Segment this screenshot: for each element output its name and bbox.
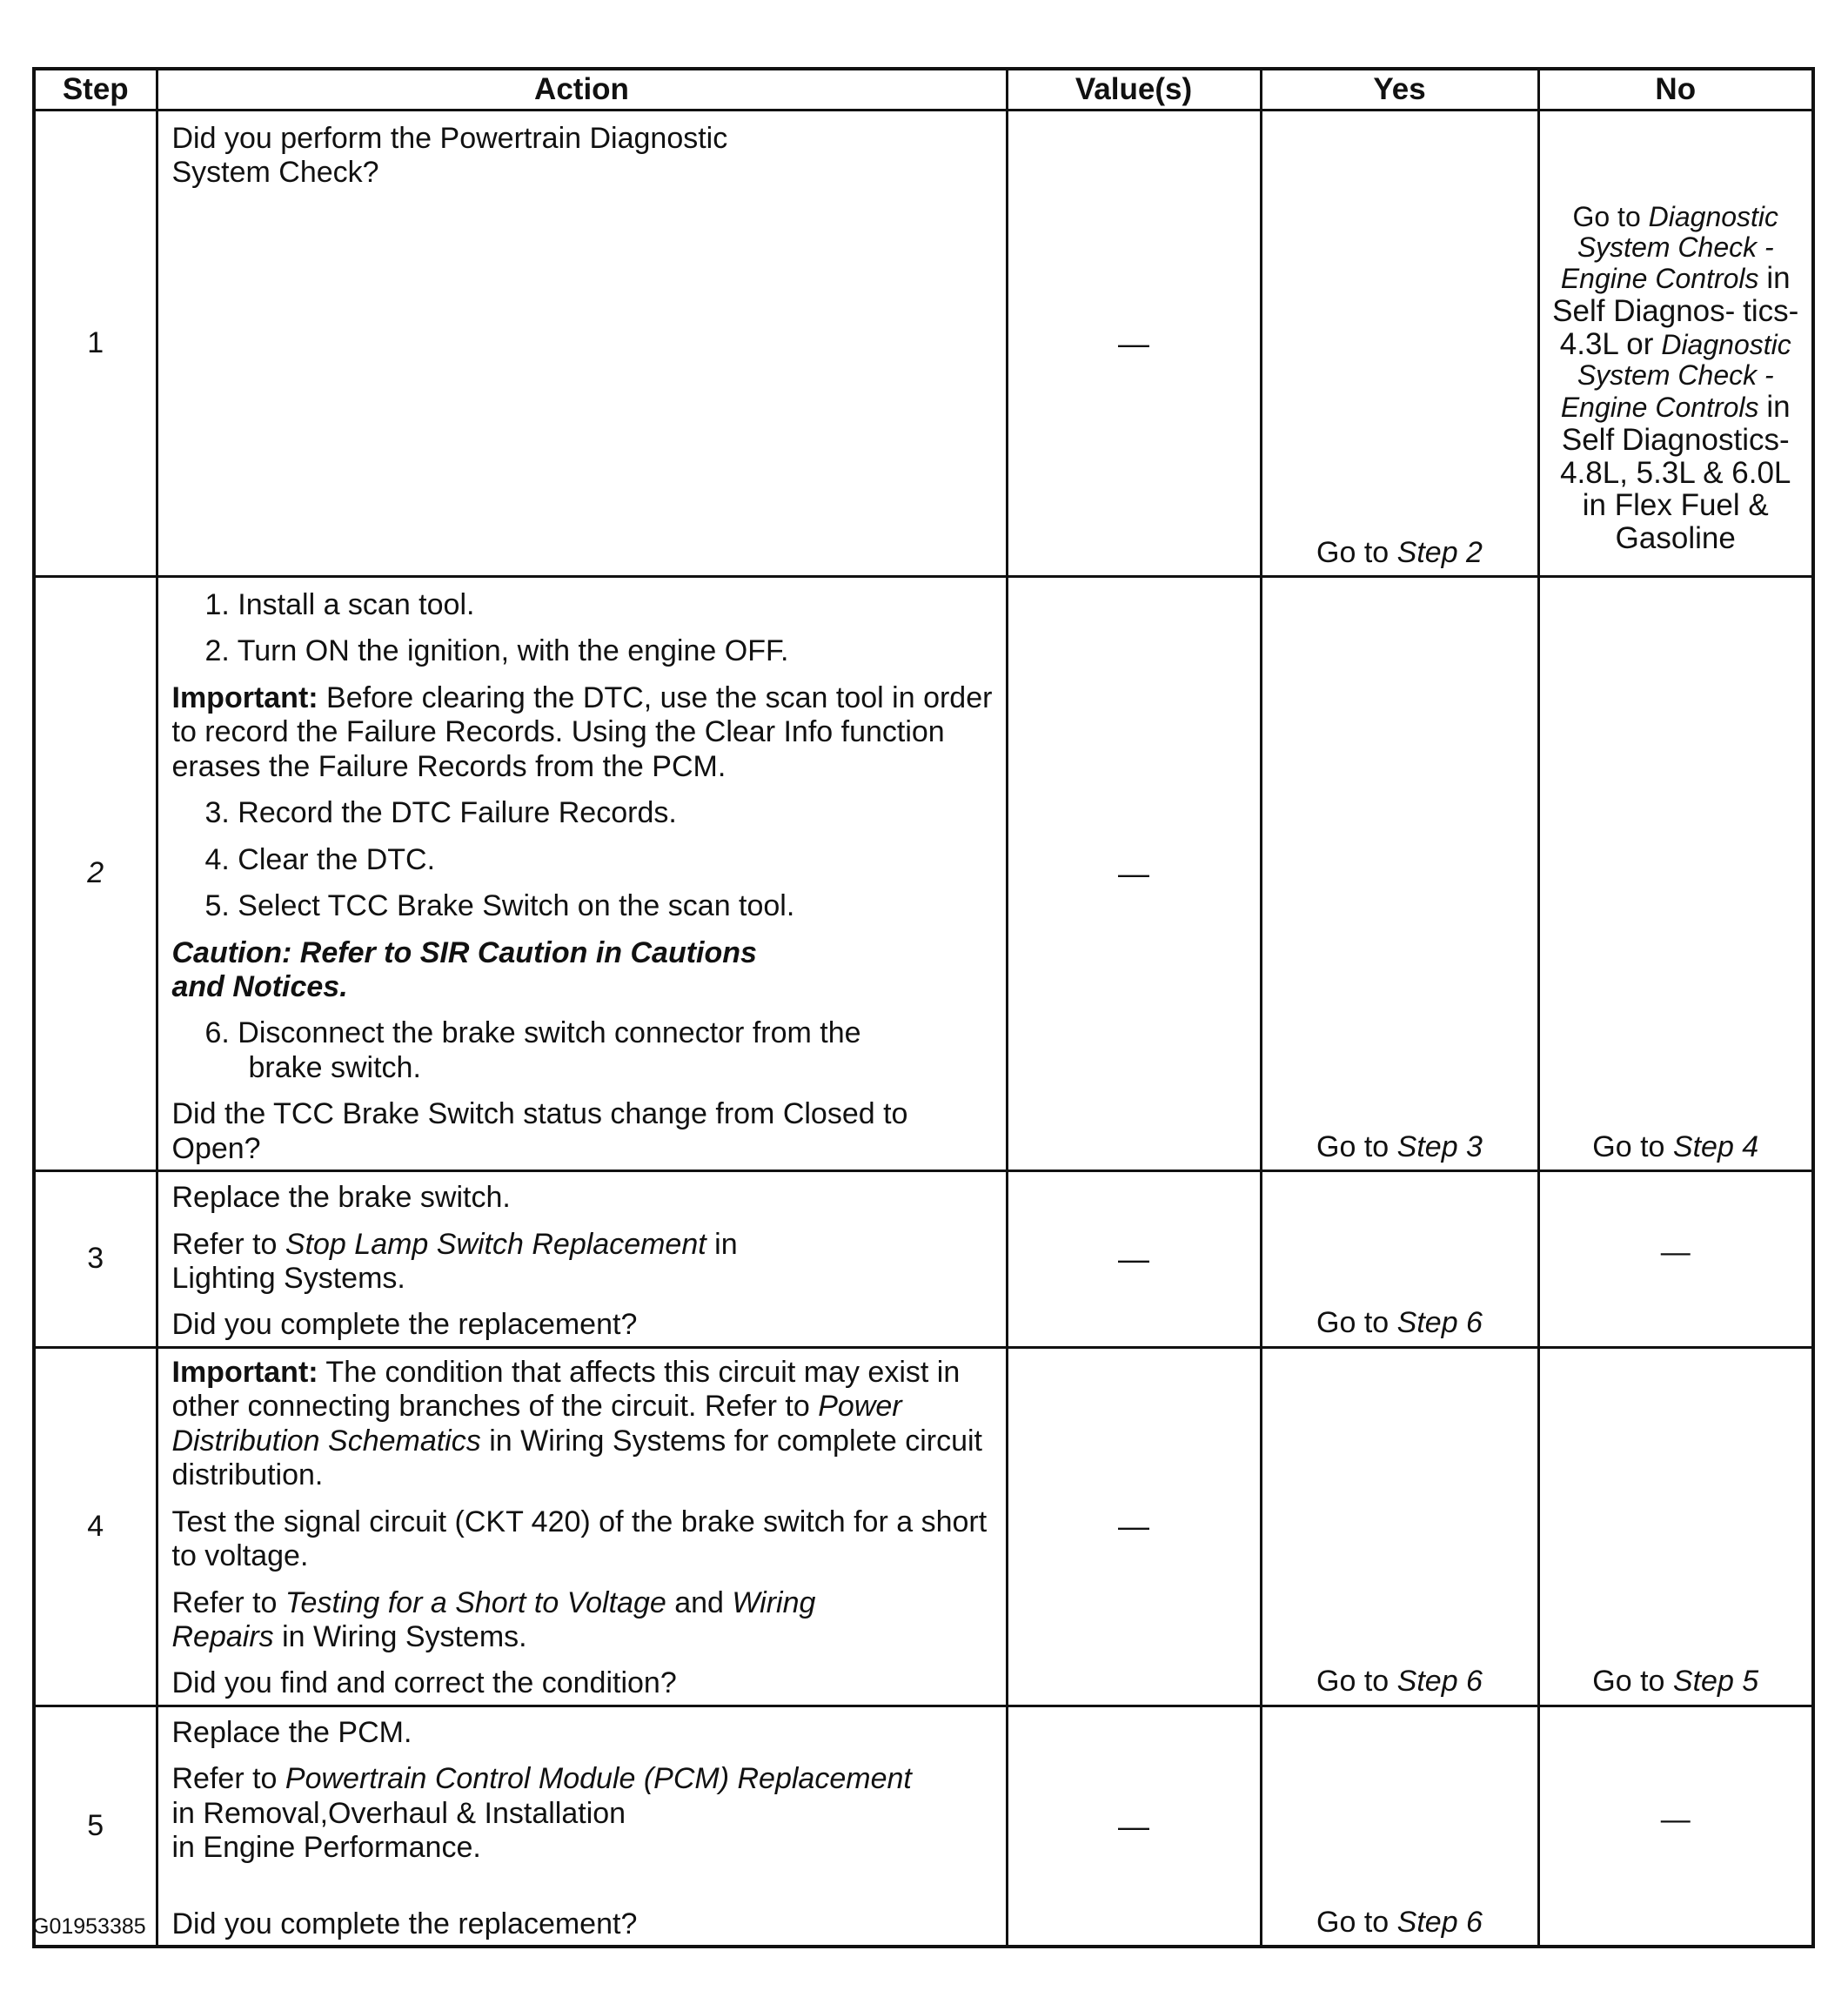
yes-cell bbox=[1261, 1706, 1538, 1947]
important-label: Important: bbox=[171, 1355, 318, 1389]
caution-note: Caution: Refer to SIR Caution in Cautions and Notices. bbox=[171, 935, 757, 1003]
no-text-4: in Self bbox=[1561, 390, 1791, 457]
ref-link[interactable]: Wiring Repairs bbox=[171, 1585, 816, 1653]
value-cell: — bbox=[1007, 1171, 1261, 1348]
action-text: Replace the PCM. bbox=[171, 1715, 412, 1749]
yes-step-link[interactable]: Step 2 bbox=[1396, 535, 1483, 569]
go-to-label: Go to bbox=[1316, 1306, 1389, 1340]
no-cell bbox=[1538, 577, 1813, 1171]
action-cell bbox=[157, 111, 1007, 577]
go-to-label: Go to bbox=[1316, 535, 1389, 569]
header-row bbox=[34, 69, 1813, 111]
action-reference bbox=[172, 1586, 834, 1655]
table-row bbox=[34, 1706, 1813, 1947]
action-question: Did you complete the replacement? bbox=[171, 1308, 638, 1342]
value-cell: — bbox=[1007, 1347, 1261, 1706]
ref-link[interactable]: Testing for a Short to Voltage bbox=[285, 1585, 666, 1619]
ref-link[interactable]: Power Distribution Schematics bbox=[171, 1390, 902, 1458]
action-text: Did you perform the Powertrain Diagnostic System Check? bbox=[171, 122, 728, 190]
action-step: 6. Disconnect the brake switch connector from the brake switch. bbox=[204, 1016, 861, 1084]
action-reference bbox=[172, 1228, 834, 1297]
action-text: Replace the brake switch. bbox=[171, 1181, 511, 1215]
action-question: Did the TCC Brake Switch status change from Closed to Open? bbox=[171, 1097, 908, 1165]
ref-link[interactable]: Powertrain Control Module (PCM) Replacement bbox=[285, 1762, 912, 1796]
action-reference bbox=[172, 1762, 994, 1865]
action-text: Test the signal circuit (CKT 420) of the brake switch for a short to voltage. bbox=[171, 1505, 988, 1573]
yes-step-link[interactable]: Step 6 bbox=[1396, 1306, 1483, 1340]
no-ref-1[interactable]: Diagnostic System Check - Engine Controls bbox=[1560, 201, 1779, 295]
go-to-label: Go to bbox=[1316, 1665, 1389, 1699]
step-number: 5 bbox=[34, 1706, 157, 1947]
action-question: Did you complete the replacement? bbox=[171, 1907, 638, 1940]
yes-step-link[interactable]: Step 6 bbox=[1396, 1905, 1483, 1939]
value-cell: — bbox=[1007, 577, 1261, 1171]
action-step: 4. Clear the DTC. bbox=[204, 842, 436, 876]
ref-link[interactable]: Stop Lamp Switch Replacement bbox=[285, 1227, 706, 1261]
no-text-3: tics- 4.3L or bbox=[1559, 293, 1799, 361]
no-ref-2[interactable]: Diagnostic System Check -Engine Controls bbox=[1560, 328, 1791, 424]
go-to-label: Go to bbox=[1592, 1129, 1665, 1163]
step-number: 4 bbox=[34, 1347, 157, 1706]
yes-cell bbox=[1261, 111, 1538, 577]
action-cell bbox=[157, 577, 1007, 1171]
yes-step-link[interactable]: Step 3 bbox=[1396, 1129, 1483, 1163]
ref-prefix: Refer to bbox=[171, 1227, 285, 1261]
important-text: Before clearing the DTC, use the scan tool in order to record the Failure Records. Using the Clear Info function erases the Failure Records from the PCM. bbox=[171, 680, 993, 783]
step-number: 2 bbox=[34, 577, 157, 1171]
go-to-label: Go to bbox=[1592, 1665, 1665, 1699]
go-to-label: Go to bbox=[1316, 1905, 1389, 1939]
step-number: 1 bbox=[34, 111, 157, 577]
action-step: 3. Record the DTC Failure Records. bbox=[204, 796, 677, 830]
no-text-2: in Self Diagnos- bbox=[1552, 261, 1791, 328]
header-values: Value(s) bbox=[1007, 69, 1261, 111]
important-note bbox=[172, 681, 994, 784]
header-action: Action bbox=[157, 69, 1007, 111]
important-note bbox=[172, 1356, 994, 1493]
table-row bbox=[34, 1171, 1813, 1348]
important-suffix: in Wiring Systems for complete circuit distribution. bbox=[171, 1424, 983, 1492]
no-text-1: Go to bbox=[1572, 201, 1641, 232]
table-row bbox=[34, 111, 1813, 577]
action-cell bbox=[157, 1706, 1007, 1947]
figure-id: G01953385 bbox=[32, 1914, 146, 1939]
ref-suffix: in Lighting Systems. bbox=[171, 1227, 738, 1295]
yes-cell bbox=[1261, 1171, 1538, 1348]
header-no: No bbox=[1538, 69, 1813, 111]
header-step: Step bbox=[34, 69, 157, 111]
diagnostic-table bbox=[32, 67, 1815, 1948]
ref-mid: and bbox=[666, 1585, 733, 1619]
step-number: 3 bbox=[34, 1171, 157, 1348]
action-question: Did you find and correct the condition? bbox=[171, 1666, 677, 1700]
yes-cell bbox=[1261, 1347, 1538, 1706]
action-cell bbox=[157, 1347, 1007, 1706]
no-cell: — bbox=[1538, 1171, 1813, 1348]
action-step: 2. Turn ON the ignition, with the engine OFF. bbox=[204, 634, 789, 668]
yes-cell bbox=[1261, 577, 1538, 1171]
no-cell: — bbox=[1538, 1706, 1813, 1947]
value-cell: — bbox=[1007, 1706, 1261, 1947]
action-step: 5. Select TCC Brake Switch on the scan tool. bbox=[204, 889, 795, 923]
table-row bbox=[34, 577, 1813, 1171]
ref-suffix: in Engine Performance. bbox=[171, 1831, 481, 1865]
ref-suffix: in Removal,Overhaul & Installation bbox=[171, 1796, 626, 1830]
ref-prefix: Refer to bbox=[171, 1762, 285, 1796]
action-cell bbox=[157, 1171, 1007, 1348]
no-cell bbox=[1538, 111, 1813, 577]
no-cell bbox=[1538, 1347, 1813, 1706]
value-cell: — bbox=[1007, 111, 1261, 577]
important-text: The condition that affects this circuit may exist in other connecting branches of the circuit. Refer to bbox=[171, 1355, 961, 1424]
go-to-label: Go to bbox=[1316, 1129, 1389, 1163]
ref-prefix: Refer to bbox=[171, 1585, 285, 1619]
header-yes: Yes bbox=[1261, 69, 1538, 111]
action-step: 1. Install a scan tool. bbox=[204, 588, 475, 621]
no-text-5: Diagnostics-4.8L, 5.3L & 6.0L in Flex Fuel & Gasoline bbox=[1560, 422, 1791, 556]
no-step-link[interactable]: Step 5 bbox=[1672, 1665, 1759, 1699]
yes-step-link[interactable]: Step 6 bbox=[1396, 1665, 1483, 1699]
no-step-link[interactable]: Step 4 bbox=[1672, 1129, 1759, 1163]
table-row bbox=[34, 1347, 1813, 1706]
important-label: Important: bbox=[171, 680, 318, 714]
ref-suffix: in Wiring Systems. bbox=[273, 1619, 527, 1653]
